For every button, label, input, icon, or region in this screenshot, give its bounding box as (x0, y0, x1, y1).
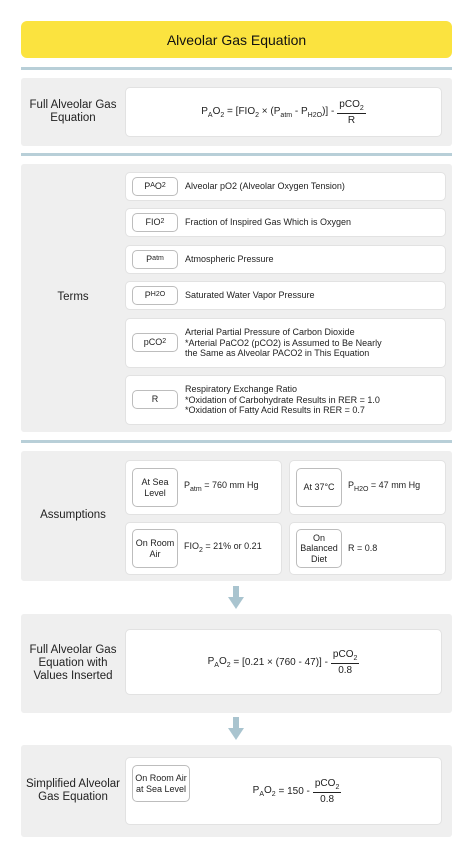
simplified-equation-label: Simplified Alveolar Gas Equation (26, 777, 120, 803)
page-title: Alveolar Gas Equation (21, 21, 452, 58)
full-equation-label: Full Alveolar Gas Equation (29, 98, 117, 124)
inserted-equation: $P_AO_2$ = [0.21 × (760 - 47)] - $\frac{pCO_2}{0.8}$ (207, 648, 358, 676)
simplified-condition: On Room Air at Sea Level (132, 765, 190, 802)
divider (21, 67, 452, 70)
assumptions-label: Assumptions (40, 509, 106, 522)
term-abbr: FIO 2 (132, 213, 178, 232)
assumption-value: $P_{atm} = 760$ mm Hg (184, 480, 259, 494)
term-abbr: P atm (132, 250, 178, 269)
assumption-value: $P_{H2O} = 47$ mm Hg (348, 480, 421, 494)
term-abbr: P H2O (132, 286, 178, 305)
full-equation-fraction: $\frac{pCO_2}{R}$ (339, 98, 364, 126)
terms-section (21, 164, 452, 432)
full-equation-section (21, 78, 452, 146)
inserted-equation-fraction: $\frac{pCO_2}{0.8}$ (332, 648, 358, 676)
term-abbr: P A O 2 (132, 177, 178, 196)
term-desc: Arterial Partial Pressure of Carbon Dioxide *Arterial PaCO2 (pCO2) is Assumed to Be Nearly the Same as Alveolar PACO2 in This Equation (185, 326, 382, 359)
assumption-condition: At 37°C (296, 468, 342, 507)
assumption-value: $FIO_2 = 21\%$ or 0.21 (184, 541, 262, 555)
term-desc: Alveolar pO2 (Alveolar Oxygen Tension) (185, 181, 345, 192)
assumption-condition: At Sea Level (132, 468, 178, 507)
term-desc: Respiratory Exchange Ratio *Oxidation of Carbohydrate Results in RER = 1.0 *Oxidation of Fatty Acid Results in RER = 0.7 (185, 383, 380, 416)
simplified-equation: $P_AO_2$ = 150 - $\frac{pCO_2}{0.8}$ (252, 777, 340, 805)
assumption-value: R = 0.8 (348, 543, 378, 554)
inserted-equation-label: Full Alveolar Gas Equation with Values Inserted (29, 643, 117, 683)
simplified-equation-section (21, 745, 452, 837)
divider (21, 440, 452, 443)
divider (21, 153, 452, 156)
simplified-equation-fraction: $\frac{pCO_2}{0.8}$ (314, 777, 340, 805)
arrow-down-icon (226, 586, 246, 610)
term-desc: Fraction of Inspired Gas Which is Oxygen (185, 217, 352, 228)
term-abbr: R (132, 390, 178, 409)
assumptions-section (21, 451, 452, 581)
inserted-equation-section (21, 614, 452, 713)
arrow-down-icon (226, 717, 246, 741)
term-desc: Saturated Water Vapor Pressure (185, 290, 315, 301)
assumption-condition: On Balanced Diet (296, 529, 342, 568)
assumption-condition: On Room Air (132, 529, 178, 568)
full-equation: $P_AO_2$ = $[FIO_2 \times (P_{atm} - P_{H2O})]$ - $\frac{pCO_2}{R}$ (201, 98, 364, 126)
terms-label: Terms (57, 291, 89, 304)
term-desc: Atmospheric Pressure (185, 254, 274, 265)
term-abbr: pCO 2 (132, 333, 178, 352)
